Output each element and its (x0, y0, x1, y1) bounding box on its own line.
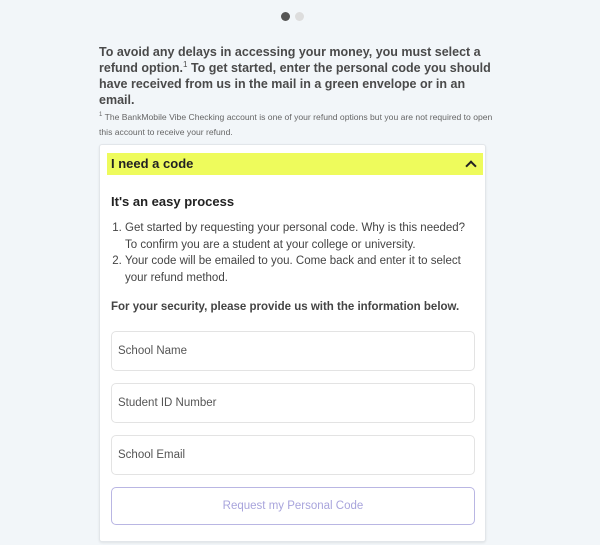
process-step: 1. Get started by requesting your personal code. Why is this needed? To confirm you are a student at your college or university. (125, 220, 474, 253)
request-code-button[interactable]: Request my Personal Code (111, 487, 475, 525)
footnote-text: The BankMobile Vibe Checking account is one of your refund options but you are not required to open this account to receive your refund. (99, 112, 493, 137)
intro-text-b: To get started, enter the personal code you should have received from us in the mail in a green envelope or in an email. (99, 61, 491, 107)
process-steps (111, 220, 474, 286)
accordion-header[interactable] (107, 153, 483, 175)
intro-text (99, 44, 491, 108)
security-text: For your security, please provide us with the information below. (111, 301, 460, 313)
accordion-title: I need a code (111, 156, 194, 171)
content-column (99, 0, 491, 542)
footnote-marker: 1 (99, 112, 103, 119)
school-email-input[interactable] (111, 435, 475, 475)
school-name-input[interactable] (111, 331, 475, 371)
footnote (99, 110, 499, 140)
intro-text-a: To avoid any delays in accessing your money, you must select a refund option. (99, 45, 481, 75)
process-step: 2. Your code will be emailed to you. Come back and enter it to select your refund method. (125, 253, 474, 286)
chevron-up-icon[interactable] (465, 160, 476, 171)
footnote-ref: 1 (183, 59, 188, 69)
student-id-input[interactable] (111, 383, 475, 423)
code-card (99, 144, 486, 542)
process-heading: It's an easy process (111, 194, 235, 209)
